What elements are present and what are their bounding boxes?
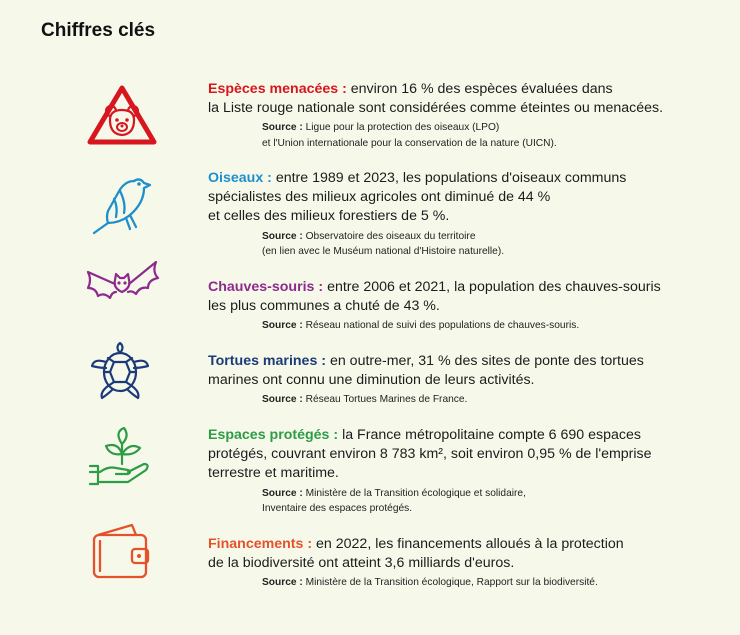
item-text [208, 535, 723, 591]
bat-icon [82, 258, 162, 321]
item-text [208, 426, 723, 516]
source-line: et l'Union internationale pour la conservation de la nature (UICN). [262, 137, 557, 149]
source-label: Source : [262, 320, 303, 332]
item-source [262, 392, 723, 407]
item-line: les plus communes a chuté de 43 %. [208, 298, 440, 315]
bird-icon [86, 171, 156, 242]
source-label: Source : [262, 230, 303, 242]
item-line: la Liste rouge nationale sont considérées comme éteintes ou menacées. [208, 100, 664, 117]
item-line: terrestre et maritime. [208, 465, 339, 482]
item-line: entre 1989 et 2023, les populations d'oiseaux communs [275, 170, 627, 186]
bear-warning-icon [86, 84, 158, 151]
source-line: Ligue pour la protection des oiseaux (LPO) [305, 122, 500, 134]
item-text [208, 278, 723, 334]
item-line: spécialistes des milieux agricoles ont diminué de 44 % [208, 189, 551, 206]
item-source [262, 229, 723, 259]
item-line: en 2022, les financements alloués à la protection [316, 536, 624, 552]
item-source [262, 575, 723, 590]
wallet-icon [88, 521, 154, 586]
item-label: Espaces protégés : [208, 427, 339, 443]
item-text [208, 352, 723, 408]
item-label: Tortues marines : [208, 353, 326, 369]
item-body [208, 352, 723, 390]
item-line: entre 2006 et 2021, la population des chauves-souris [327, 279, 661, 295]
page-title: Chiffres clés [41, 20, 156, 41]
item-body [208, 169, 723, 227]
source-line: Ministère de la Transition écologique, Rapport sur la biodiversité. [305, 577, 598, 589]
item-source [262, 120, 723, 150]
item-line: marines ont connu une diminution de leurs activités. [208, 372, 535, 389]
source-label: Source : [262, 577, 303, 589]
source-label: Source : [262, 487, 303, 499]
source-line: Réseau national de suivi des populations de chauves-souris. [305, 320, 580, 332]
item-label: Espèces menacées : [208, 81, 347, 97]
source-line: Inventaire des espaces protégés. [262, 502, 413, 514]
item-label: Chauves-souris : [208, 279, 324, 295]
turtle-icon [88, 340, 152, 407]
item-body [208, 80, 723, 118]
item-line: protégés, couvrant environ 8 783 km², soit environ 0,95 % de l'emprise [208, 446, 652, 463]
item-body [208, 535, 723, 573]
item-text [208, 169, 723, 259]
item-source [262, 486, 723, 516]
source-line: Ministère de la Transition écologique et solidaire, [305, 487, 526, 499]
item-line: de la biodiversité ont atteint 3,6 milliards d'euros. [208, 555, 515, 572]
item-label: Financements : [208, 536, 313, 552]
source-line: Réseau Tortues Marines de France. [305, 394, 468, 406]
item-body [208, 426, 723, 484]
source-label: Source : [262, 122, 303, 134]
source-line: Observatoire des oiseaux du territoire [305, 230, 476, 242]
source-line: (en lien avec le Muséum national d'Histoire naturelle). [262, 245, 505, 257]
item-body [208, 278, 723, 316]
hand-plant-icon [86, 426, 156, 491]
item-source [262, 318, 723, 333]
item-label: Oiseaux : [208, 170, 272, 186]
item-line: la France métropolitaine compte 6 690 espaces [342, 427, 641, 443]
source-label: Source : [262, 394, 303, 406]
item-text [208, 80, 723, 151]
item-line: et celles des milieux forestiers de 5 %. [208, 208, 450, 225]
item-line: environ 16 % des espèces évaluées dans [350, 81, 613, 97]
item-line: en outre-mer, 31 % des sites de ponte des tortues [329, 353, 644, 369]
